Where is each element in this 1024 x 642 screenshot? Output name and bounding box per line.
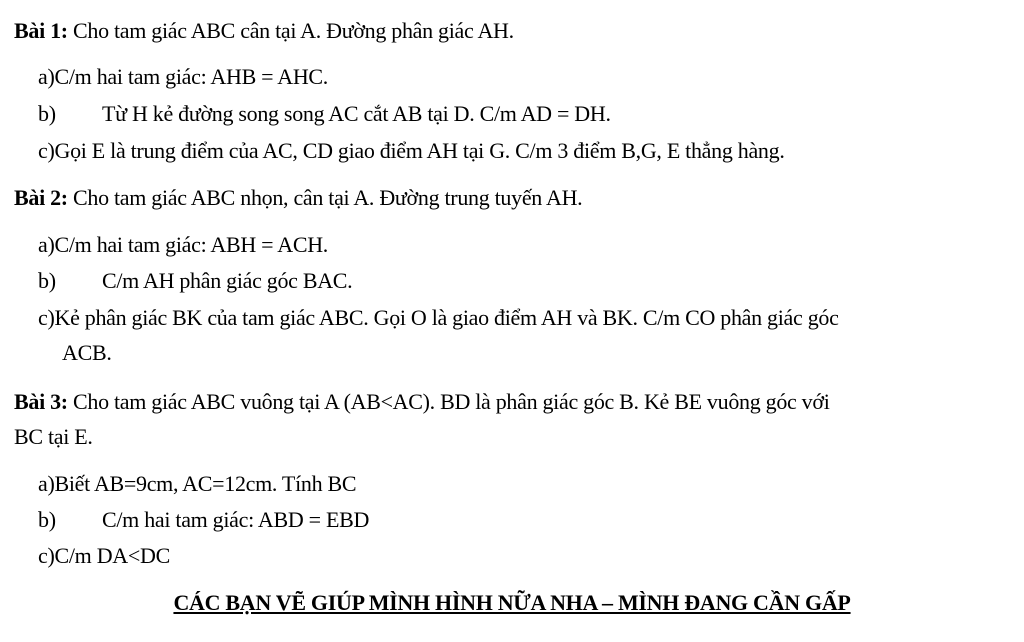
- exercise-3-label: Bài 3:: [14, 389, 68, 414]
- exercise-3-item-b: [38, 507, 369, 533]
- exercise-3-item-c: [38, 543, 170, 569]
- item-marker: b): [38, 268, 56, 293]
- exercise-3-heading: [14, 389, 830, 415]
- exercise-1-item-c: [38, 138, 785, 164]
- item-marker: b): [38, 101, 56, 126]
- exercise-1-item-b: [38, 101, 611, 127]
- item-text: Biết AB=9cm, AC=12cm. Tính BC: [54, 471, 357, 496]
- exercise-3-heading-continuation: BC tại E.: [14, 424, 93, 449]
- item-marker: a): [38, 64, 55, 89]
- exercise-2-label: Bài 2:: [14, 185, 68, 210]
- exercise-3-text: Cho tam giác ABC vuông tại A (AB<AC). BD là phân giác góc B. Kẻ BE vuông góc với: [67, 389, 830, 414]
- exercise-2-item-a: [38, 232, 328, 258]
- item-text: C/m hai tam giác: ABD = EBD: [102, 507, 370, 532]
- exercise-1-text: Cho tam giác ABC cân tại A. Đường phân giác AH.: [67, 18, 514, 43]
- exercise-2-heading: [14, 185, 582, 211]
- item-text: Kẻ phân giác BK của tam giác ABC. Gọi O là giao điểm AH và BK. C/m CO phân giác góc: [54, 305, 839, 330]
- exercise-1-item-a: [38, 64, 328, 90]
- exercise-1-heading: [14, 18, 514, 44]
- item-text: C/m AH phân giác góc BAC.: [102, 268, 353, 293]
- item-text: C/m DA<DC: [54, 543, 170, 568]
- exercise-3-item-a: [38, 471, 356, 497]
- exercise-2-text: Cho tam giác ABC nhọn, cân tại A. Đường trung tuyến AH.: [67, 185, 583, 210]
- exercise-2-item-b: [38, 268, 352, 294]
- exercise-1-label: Bài 1:: [14, 18, 68, 43]
- item-marker: a): [38, 471, 55, 496]
- item-marker: c): [38, 138, 55, 163]
- item-marker: b): [38, 507, 56, 532]
- item-marker: a): [38, 232, 55, 257]
- item-text: Từ H kẻ đường song song AC cắt AB tại D. C/m AD = DH.: [102, 101, 611, 126]
- item-marker: c): [38, 305, 55, 330]
- item-text: Gọi E là trung điểm của AC, CD giao điểm AH tại G. C/m 3 điểm B,G, E thẳng hàng.: [54, 138, 785, 163]
- item-text: C/m hai tam giác: AHB = AHC.: [54, 64, 328, 89]
- item-text: C/m hai tam giác: ABH = ACH.: [54, 232, 328, 257]
- item-marker: c): [38, 543, 55, 568]
- exercise-2-item-c-continuation: ACB.: [62, 340, 112, 365]
- exercise-2-item-c: [38, 305, 839, 331]
- footer-request: CÁC BẠN VẼ GIÚP MÌNH HÌNH NỮA NHA – MÌNH ĐANG CẦN GẤP: [173, 590, 851, 615]
